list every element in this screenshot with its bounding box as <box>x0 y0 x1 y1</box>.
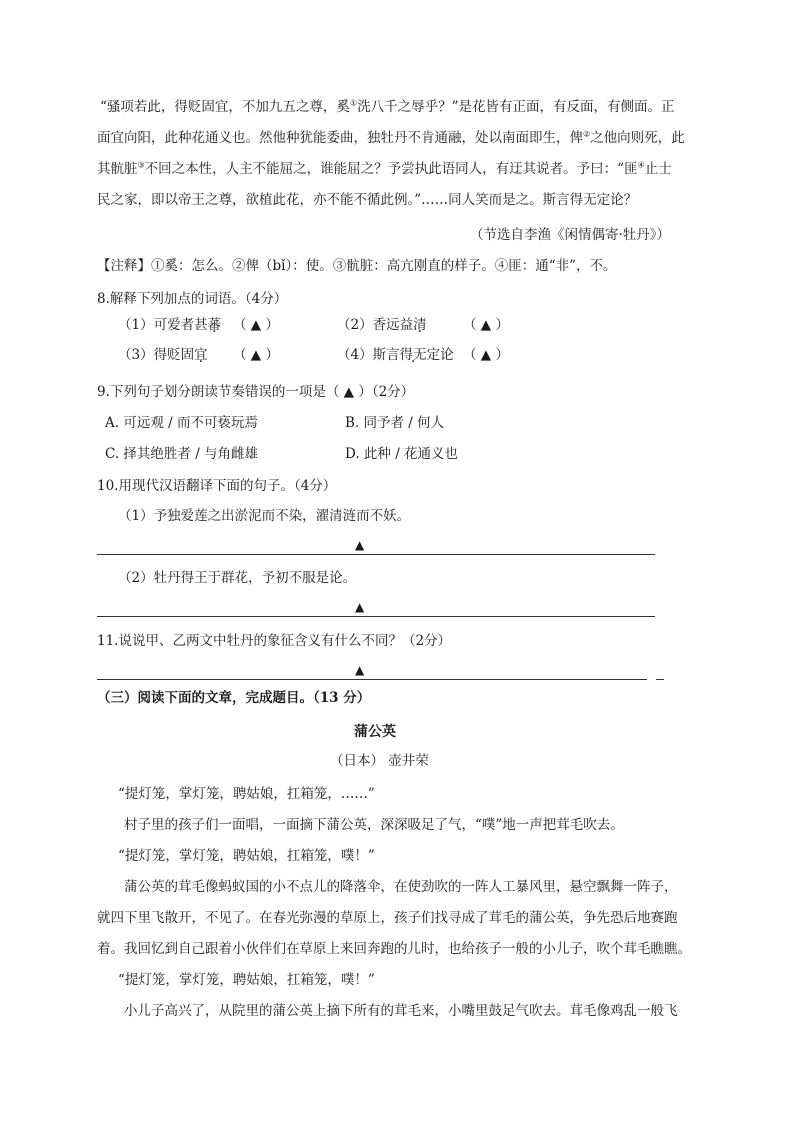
q8-item-2-blank[interactable]: （ ▲ ） <box>463 317 509 333</box>
article-para-4-line-2: 就四下里飞散开，不见了。在春光弥漫的草原上，孩子们找寻成了茸毛的蒲公英，争先恐后地赛跑 <box>97 910 678 926</box>
q10-sentence-1: （1）予独爱莲之出淤泥而不染，濯清涟而不妖。 <box>118 508 411 524</box>
article-para-4-line-3: 着。我回忆到自己跟着小伙伴们在草原上来回奔跑的儿时，也给孩子一般的小儿子，吹个茸毛瞧瞧。 <box>97 941 691 957</box>
q9-option-d[interactable]: D. 此种 / 花通义也 <box>345 446 459 462</box>
passage-line-1: “骚项若此，得贬固宜，不加九五之尊，奚①洗八千之辱乎？”是花皆有正面，有反面，有侧面。正 <box>100 98 675 115</box>
q11-answer-line[interactable] <box>97 679 647 680</box>
q8-item-3-blank[interactable]: （ ▲ ） <box>233 347 279 363</box>
article-para-4-line-1: 蒲公英的茸毛像蚂蚁国的小不点儿的降落伞，在使劲吹的一阵人工暴风里，悬空飘舞一阵子， <box>124 879 678 895</box>
q8-item-4: （4）斯言得无定论 <box>337 347 454 363</box>
q10-answer-line-1[interactable] <box>97 554 655 555</box>
q11-answer-marker: ▲ <box>355 663 365 677</box>
q10-answer-line-2[interactable] <box>97 616 655 617</box>
article-title: 蒲公英 <box>354 724 396 740</box>
passage-line-4: 民之家，即以帝王之尊，欲植此花，亦不能不循此例。”……同人笑而是之。斯言得无定论？ <box>97 192 638 208</box>
q9-option-a[interactable]: A. 可远观 / 而不可亵玩焉 <box>105 415 258 431</box>
section3-heading: （三）阅读下面的文章，完成题目。（13 分） <box>97 690 371 706</box>
passage-line-2: 面宜向阳，此种花通义也。然他种犹能委曲，独牡丹不肯通融，处以南面即生，俾②之他向则死，此 <box>97 129 685 146</box>
passage-source: （节选自李渔《闲情偶寄·牡丹》） <box>470 227 671 243</box>
q8-item-1: （1）可爱者甚蕃 <box>118 317 222 333</box>
article-para-2: 村子里的孩子们一面唱，一面摘下蒲公英，深深吸足了气，“噗”地一声把茸毛吹去。 <box>124 817 624 833</box>
q8-item-2: （2）香远益清 <box>337 317 427 333</box>
q8-item-4-blank[interactable]: （ ▲ ） <box>463 347 509 363</box>
q10-stem: 10.用现代汉语翻译下面的句子。（4分） <box>97 478 337 494</box>
q10-answer-1-marker: ▲ <box>355 538 365 552</box>
article-para-5: “提灯笼，掌灯笼，聘姑娘，扛箱笼，噗！” <box>118 972 375 988</box>
article-author: （日本） 壶井荣 <box>330 753 429 769</box>
q8-stem: 8.解释下列加点的词语。（4分） <box>97 291 288 307</box>
q11-stem: 11.说说甲、乙两文中牡丹的象征含义有什么不同？（2分） <box>97 633 452 649</box>
q9-stem: 9.下列句子划分朗读节奏错误的一项是（ ▲ ）（2分） <box>97 384 415 400</box>
q8-item-3: （3）得贬固宜 <box>118 347 208 363</box>
q10-sentence-2: （2）牡丹得王于群花，予初不服是论。 <box>118 570 357 586</box>
article-para-6: 小儿子高兴了，从院里的蒲公英上摘下所有的茸毛来，小嘴里鼓足气吹去。茸毛像鸡乱一般飞 <box>124 1003 678 1019</box>
q9-option-b[interactable]: B. 同予者 / 何人 <box>345 415 445 431</box>
article-para-3: “提灯笼，掌灯笼，聘姑娘，扛箱笼，噗！” <box>118 848 375 864</box>
article-para-1: “提灯笼，掌灯笼，聘姑娘，扛箱笼，……” <box>118 786 375 802</box>
q11-answer-line-tail <box>656 679 664 680</box>
q10-answer-2-marker: ▲ <box>355 600 365 614</box>
passage-notes: 【注释】①奚：怎么。②俾（bǐ）：使。③骯脏：高亢刚直的样子。④匪：通“非”，不。 <box>97 258 617 274</box>
q9-option-c[interactable]: C. 择其绝胜者 / 与角雌雄 <box>105 446 259 462</box>
passage-line-3: 其骯脏③不回之本性，人主不能屈之，谁能屈之？予尝执此语同人，有迂其说者。予曰：“匪④止士 <box>97 160 672 177</box>
q8-item-1-blank[interactable]: （ ▲ ） <box>233 317 279 333</box>
